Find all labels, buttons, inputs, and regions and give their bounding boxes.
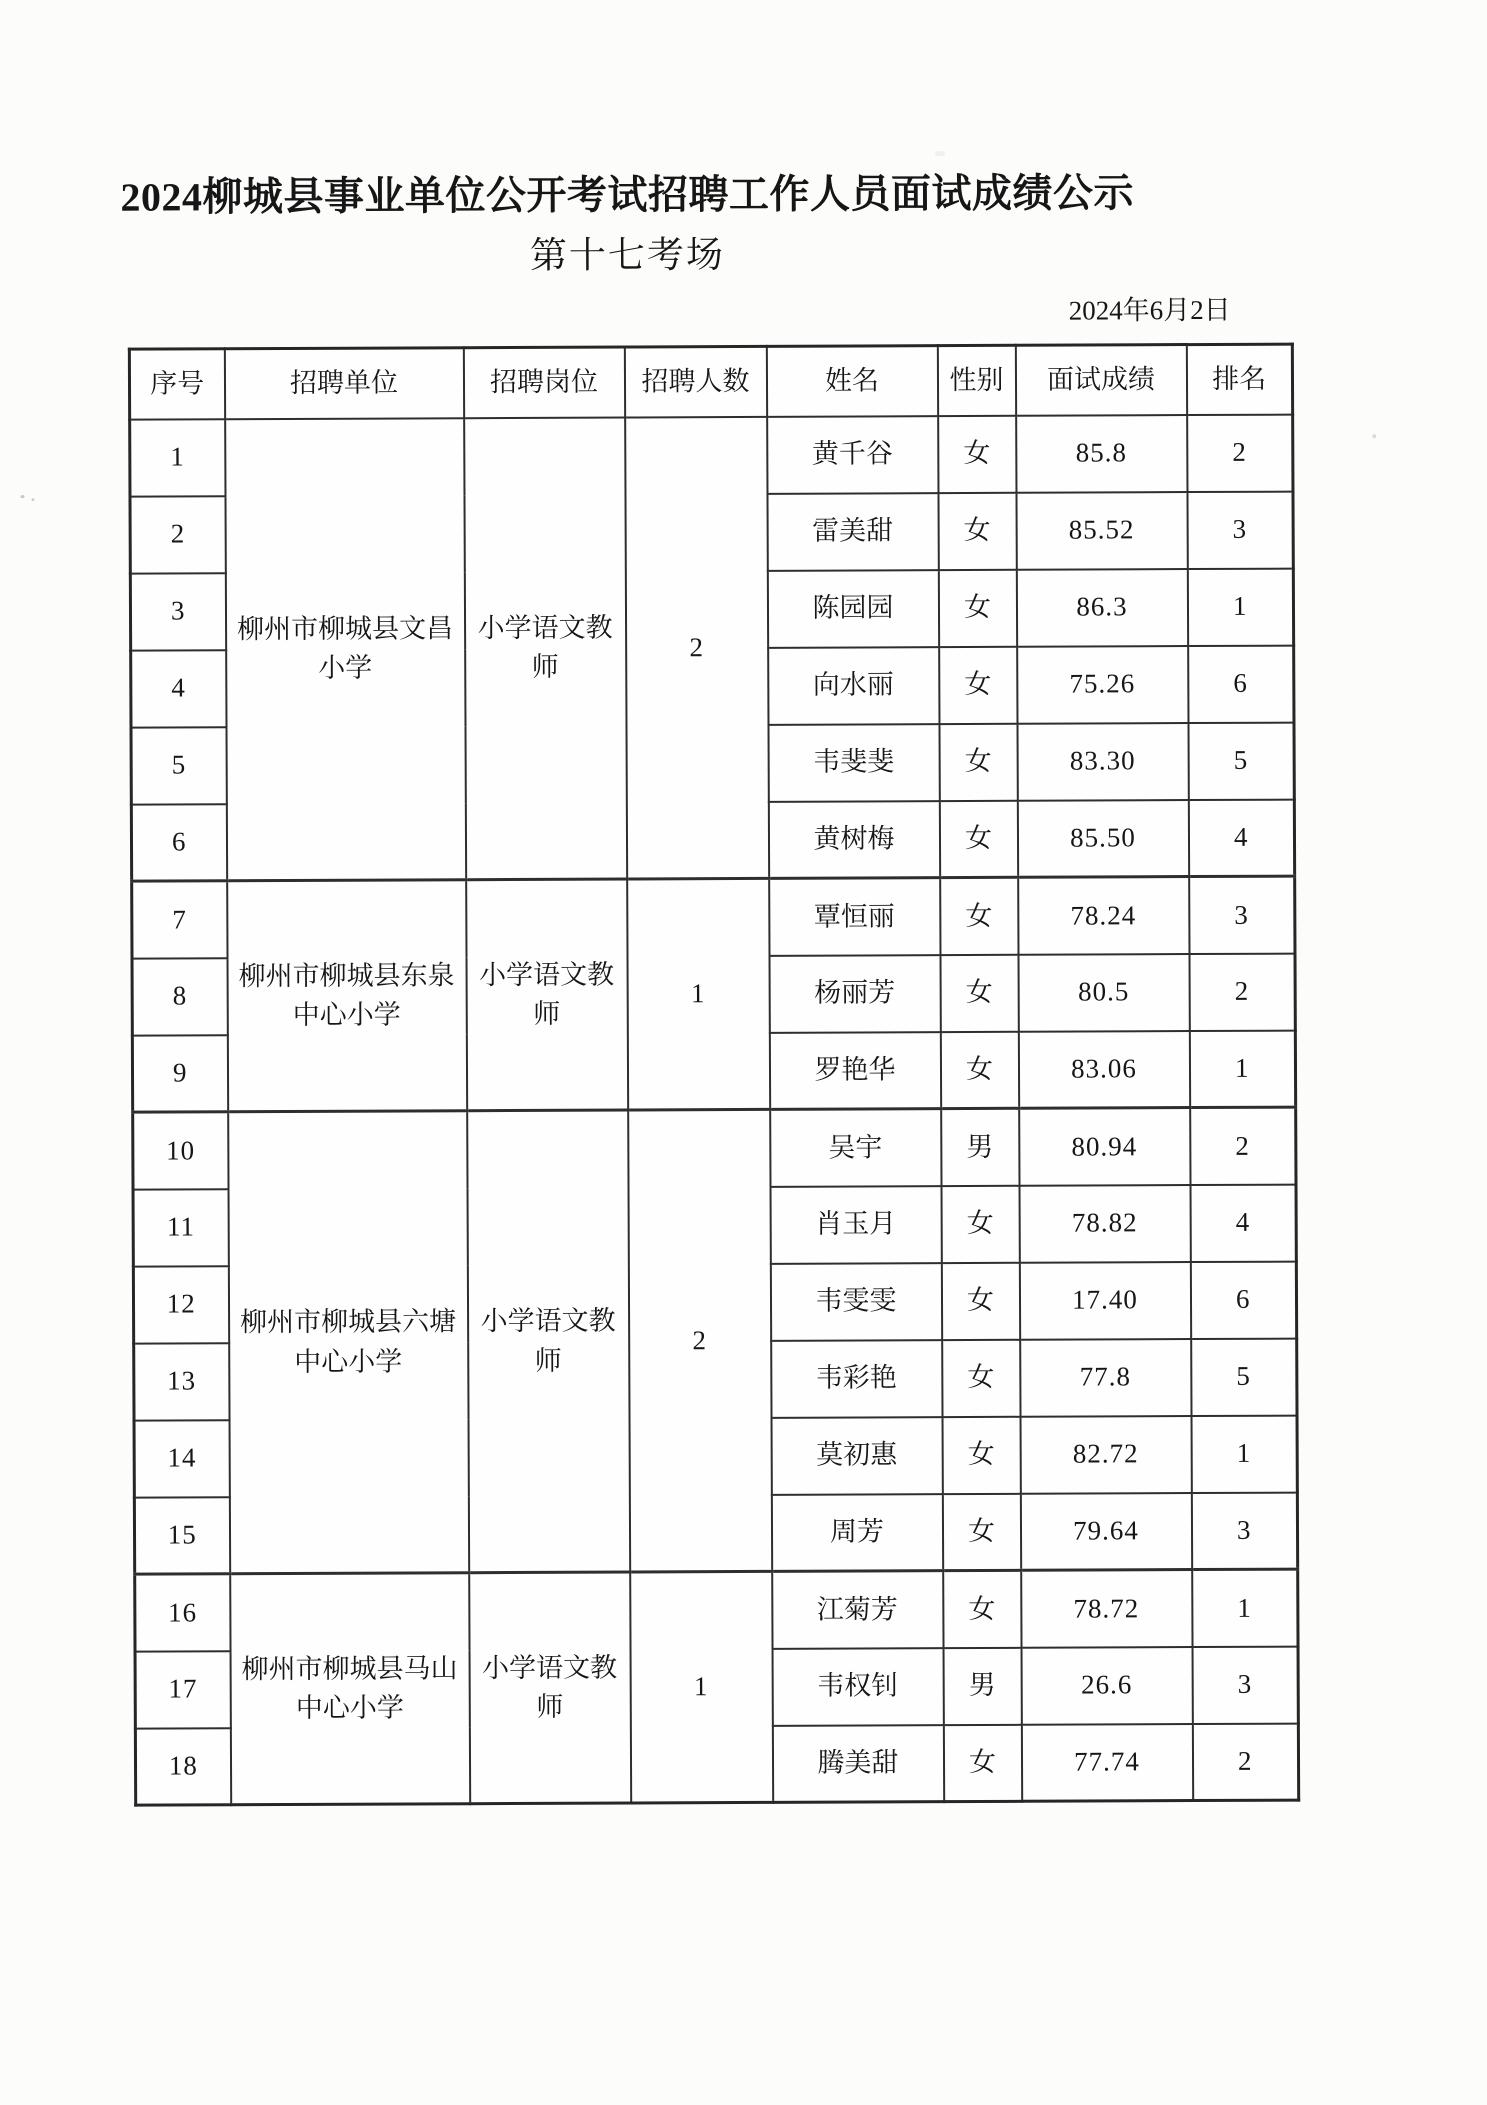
gender-cell: 女 <box>943 1724 1021 1801</box>
score-cell: 83.06 <box>1018 1031 1189 1109</box>
column-header-0: 序号 <box>129 349 224 419</box>
score-cell: 78.24 <box>1018 877 1189 955</box>
gender-cell: 女 <box>939 646 1017 723</box>
scan-smudge <box>935 151 945 156</box>
index-cell: 10 <box>133 1112 228 1189</box>
table-row <box>130 414 1293 496</box>
index-cell: 4 <box>131 650 226 727</box>
index-cell: 17 <box>135 1651 230 1728</box>
interview-results-table <box>128 343 1300 1807</box>
header-row <box>129 344 1292 419</box>
index-cell: 3 <box>130 573 225 650</box>
name-cell: 黄千谷 <box>767 416 938 494</box>
document-date: 2024年6月2日 <box>1068 294 1231 326</box>
recruiting-unit-cell: 柳州市柳城县文昌小学 <box>225 418 466 881</box>
name-cell: 韦斐斐 <box>768 724 939 802</box>
rank-cell: 6 <box>1188 645 1294 722</box>
gender-cell: 女 <box>940 954 1018 1031</box>
index-cell: 2 <box>130 496 225 573</box>
openings-cell: 1 <box>630 1571 773 1803</box>
name-cell: 向水丽 <box>768 647 939 725</box>
rank-cell: 5 <box>1191 1338 1297 1415</box>
name-cell: 周芳 <box>771 1494 942 1572</box>
column-header-2: 招聘岗位 <box>463 347 624 418</box>
name-cell: 韦权钊 <box>772 1648 943 1726</box>
score-cell: 78.72 <box>1021 1570 1192 1648</box>
column-header-5: 性别 <box>937 345 1015 415</box>
position-cell: 小学语文教师 <box>467 1110 630 1573</box>
score-cell: 17.40 <box>1019 1262 1190 1340</box>
column-header-4: 姓名 <box>766 346 937 417</box>
rank-cell: 1 <box>1192 1569 1298 1646</box>
recruiting-unit-cell: 柳州市柳城县东泉中心小学 <box>227 880 467 1112</box>
index-cell: 11 <box>133 1189 228 1266</box>
openings-cell: 2 <box>625 416 769 879</box>
name-cell: 覃恒丽 <box>769 878 940 956</box>
gender-cell: 女 <box>941 1185 1019 1262</box>
column-header-7: 排名 <box>1186 344 1292 414</box>
gender-cell: 男 <box>941 1108 1019 1185</box>
score-cell: 26.6 <box>1021 1647 1192 1725</box>
index-cell: 7 <box>132 881 227 958</box>
name-cell: 杨丽芳 <box>769 955 940 1033</box>
index-cell: 1 <box>130 419 225 496</box>
name-cell: 莫初惠 <box>771 1417 942 1495</box>
gender-cell: 女 <box>943 1570 1021 1647</box>
rank-cell: 4 <box>1188 799 1294 876</box>
gender-cell: 女 <box>940 877 1018 954</box>
table-row <box>133 1107 1296 1189</box>
index-cell: 6 <box>131 804 226 881</box>
position-cell: 小学语文教师 <box>464 417 627 880</box>
table-row <box>135 1569 1298 1651</box>
table-row <box>132 876 1295 958</box>
gender-cell: 女 <box>939 723 1017 800</box>
score-cell: 85.8 <box>1016 415 1187 493</box>
score-cell: 86.3 <box>1016 569 1187 647</box>
index-cell: 12 <box>133 1266 228 1343</box>
score-cell: 82.72 <box>1020 1416 1191 1494</box>
name-cell: 韦雯雯 <box>770 1263 941 1341</box>
score-cell: 79.64 <box>1020 1493 1191 1571</box>
index-cell: 8 <box>132 958 227 1035</box>
gender-cell: 女 <box>942 1493 1020 1570</box>
gender-cell: 女 <box>938 415 1016 492</box>
name-cell: 肖玉月 <box>770 1186 941 1264</box>
name-cell: 罗艳华 <box>769 1032 940 1110</box>
rank-cell: 6 <box>1190 1261 1296 1338</box>
name-cell: 黄树梅 <box>768 801 939 879</box>
rank-cell: 3 <box>1189 876 1295 953</box>
score-cell: 85.52 <box>1016 492 1187 570</box>
score-cell: 78.82 <box>1019 1185 1190 1263</box>
position-cell: 小学语文教师 <box>469 1572 631 1804</box>
rank-cell: 5 <box>1188 722 1294 799</box>
gender-cell: 女 <box>942 1416 1020 1493</box>
index-cell: 5 <box>131 727 226 804</box>
gender-cell: 女 <box>938 569 1016 646</box>
score-cell: 75.26 <box>1017 646 1188 724</box>
scan-speck <box>20 495 24 498</box>
rank-cell: 3 <box>1191 1492 1297 1569</box>
heading-area <box>0 170 1258 279</box>
index-cell: 9 <box>132 1035 227 1112</box>
gender-cell: 女 <box>939 800 1017 877</box>
rank-cell: 2 <box>1187 414 1293 491</box>
name-cell: 陈园园 <box>767 570 938 648</box>
position-cell: 小学语文教师 <box>466 879 628 1111</box>
index-cell: 15 <box>134 1497 229 1574</box>
openings-cell: 1 <box>627 878 770 1110</box>
rank-cell: 4 <box>1190 1184 1296 1261</box>
score-cell: 85.50 <box>1017 800 1188 878</box>
recruiting-unit-cell: 柳州市柳城县六塘中心小学 <box>228 1111 469 1574</box>
index-cell: 16 <box>135 1574 230 1651</box>
gender-cell: 女 <box>940 1031 1018 1108</box>
score-cell: 77.74 <box>1021 1724 1192 1802</box>
column-header-3: 招聘人数 <box>624 346 766 417</box>
score-cell: 77.8 <box>1020 1339 1191 1417</box>
name-cell: 江菊芳 <box>772 1571 943 1649</box>
name-cell: 韦彩艳 <box>771 1340 942 1418</box>
page-title: 2024柳城县事业单位公开考试招聘工作人员面试成绩公示 <box>120 170 1135 220</box>
rank-cell: 1 <box>1191 1415 1297 1492</box>
column-header-6: 面试成绩 <box>1015 345 1186 416</box>
rank-cell: 2 <box>1190 1107 1296 1184</box>
exam-room-subtitle: 第十七考场 <box>529 235 726 277</box>
index-cell: 18 <box>135 1728 230 1805</box>
rank-cell: 3 <box>1187 491 1293 568</box>
gender-cell: 女 <box>938 492 1016 569</box>
rank-cell: 1 <box>1189 1030 1295 1107</box>
gender-cell: 男 <box>943 1647 1021 1724</box>
rank-cell: 3 <box>1192 1646 1298 1723</box>
column-header-1: 招聘单位 <box>224 348 463 419</box>
gender-cell: 女 <box>942 1339 1020 1416</box>
name-cell: 雷美甜 <box>767 493 938 571</box>
rank-cell: 2 <box>1189 953 1295 1030</box>
score-cell: 80.5 <box>1018 954 1189 1032</box>
name-cell: 腾美甜 <box>772 1725 943 1803</box>
rank-cell: 2 <box>1192 1723 1298 1800</box>
index-cell: 14 <box>134 1420 229 1497</box>
rank-cell: 1 <box>1187 568 1293 645</box>
name-cell: 吴宇 <box>770 1109 941 1187</box>
score-cell: 80.94 <box>1019 1108 1190 1186</box>
openings-cell: 2 <box>628 1109 772 1572</box>
recruiting-unit-cell: 柳州市柳城县马山中心小学 <box>230 1573 470 1805</box>
scan-speck <box>31 498 34 501</box>
index-cell: 13 <box>134 1343 229 1420</box>
scan-speck <box>1372 434 1376 438</box>
score-cell: 83.30 <box>1017 723 1188 801</box>
gender-cell: 女 <box>941 1262 1019 1339</box>
